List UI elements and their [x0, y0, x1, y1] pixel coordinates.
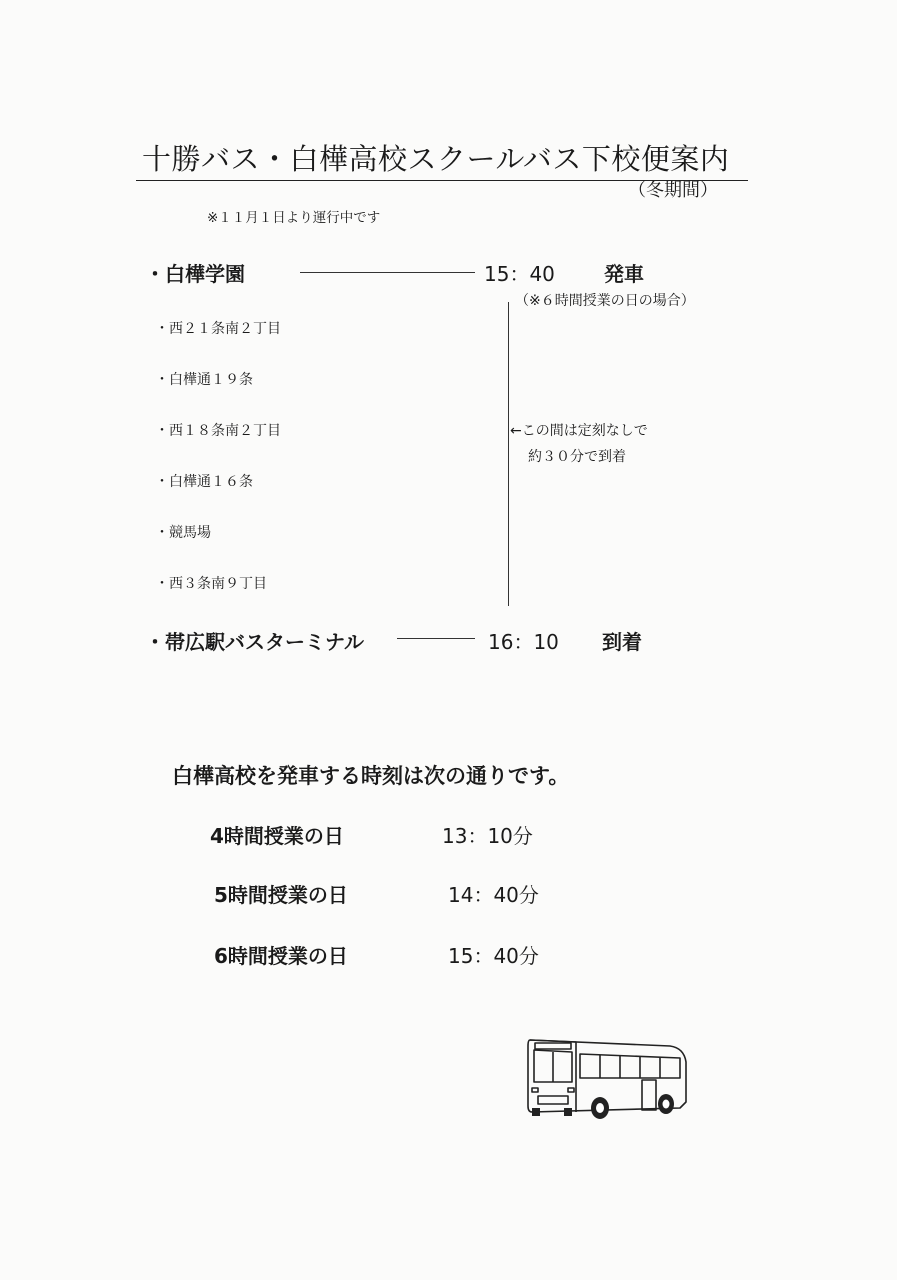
interval-note-line2: 約３０分で到着: [528, 449, 626, 465]
arrival-label: 到着: [602, 630, 642, 654]
page-title: 十勝バス・白樺高校スクールバス下校便案内: [142, 142, 730, 176]
schedule-row-time: 14：40分: [448, 883, 539, 907]
arrival-leader-line: [397, 638, 475, 639]
service-notice: ※１１月１日より運行中です: [207, 210, 381, 226]
departure-leader-line: [300, 272, 475, 273]
schedule-row-label: 6時間授業の日: [214, 944, 348, 968]
stop-item: ・西２１条南２丁目: [155, 321, 281, 337]
stop-item: ・競馬場: [155, 525, 211, 541]
schedule-heading: 白樺高校を発車する時刻は次の通りです。: [172, 764, 570, 788]
bus-icon: [520, 1032, 692, 1124]
departure-stop: ・白樺学園: [145, 262, 245, 286]
page-subtitle: （冬期間）: [628, 180, 718, 201]
departure-label: 発車: [604, 262, 644, 286]
schedule-row-label: 5時間授業の日: [214, 883, 348, 907]
schedule-row-time: 15：40分: [448, 944, 539, 968]
arrival-time: 16：10: [488, 630, 559, 654]
stop-item: ・西１８条南２丁目: [155, 423, 281, 439]
departure-condition: （※６時間授業の日の場合）: [515, 293, 695, 309]
schedule-row-time: 13：10分: [442, 824, 533, 848]
departure-time: 15：40: [484, 262, 555, 286]
interval-note-line1: ←この間は定刻なしで: [510, 423, 648, 439]
schedule-row-label: 4時間授業の日: [210, 824, 344, 848]
arrival-stop: ・帯広駅バスターミナル: [145, 630, 364, 654]
stop-item: ・白樺通１９条: [155, 372, 253, 388]
route-interval-line: [508, 302, 509, 606]
stop-item: ・白樺通１６条: [155, 474, 253, 490]
stop-item: ・西３条南９丁目: [155, 576, 267, 592]
